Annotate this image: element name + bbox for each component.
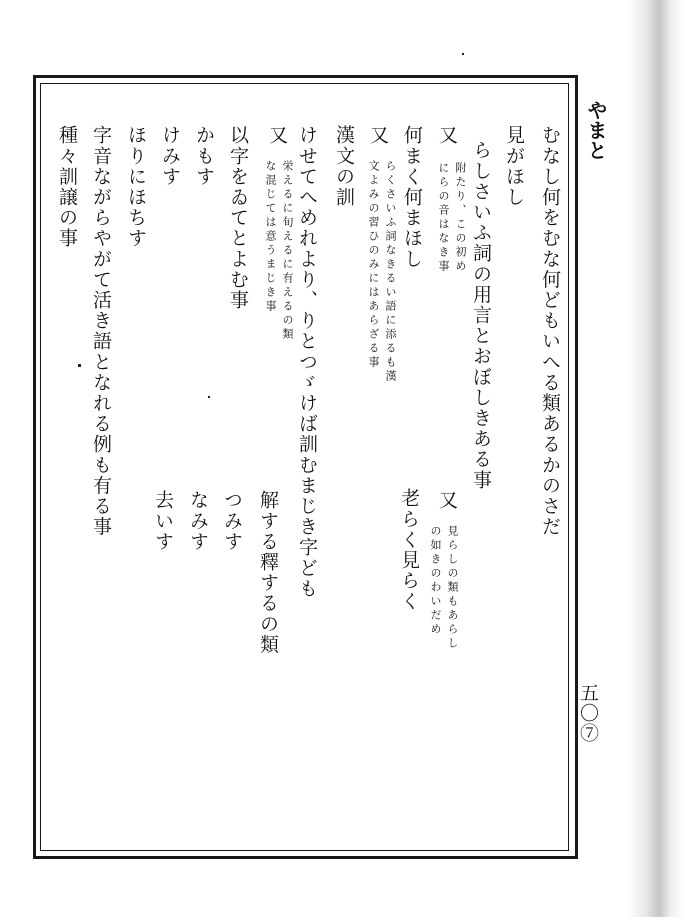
text-line-1: むなし何をむな何どもいへる類あるかのさだ (539, 125, 561, 537)
text-line-6: 又 (367, 125, 389, 146)
page-edge-shadow (628, 0, 685, 917)
scan-speck (78, 364, 81, 367)
text-line-m6: 去いす (152, 490, 174, 552)
note-9a: 栄えるに旬えるに有えるの類 (281, 160, 294, 342)
scan-speck (462, 53, 464, 55)
text-line-m2: 老らく見らく (398, 488, 420, 612)
note-4a: 附たり、この初め (454, 162, 467, 274)
text-line-2: 見がほし (503, 125, 525, 208)
text-line-13: ほりにほちす (125, 125, 147, 249)
text-line-m3: 解する釋するの類 (257, 490, 279, 655)
text-line-7: 漢文の訓 (333, 125, 355, 208)
text-line-14: 字音ながらやがて活き語となれる例も有る事 (90, 125, 112, 537)
text-line-3: らしさいふ詞の用言とおぼしきある事 (470, 140, 492, 491)
text-line-4: 又 (436, 125, 458, 146)
note-m1a: 見らしの類もあらし (446, 525, 459, 651)
note-4b: にらの音はなき事 (437, 162, 450, 274)
note-6b: 文よみの習ひのみにはあらざる事 (367, 160, 380, 370)
text-line-12: けみす (159, 125, 181, 187)
scan-speck (208, 396, 210, 398)
text-line-10: 以字をゐてとよむ事 (227, 125, 249, 311)
page-number: 五〇⑦ (577, 683, 599, 743)
text-line-m1: 又 (436, 490, 458, 511)
text-line-11: かもす (193, 125, 215, 187)
text-line-5: 何まく何まほし (401, 125, 423, 270)
text-line-m4: つみす (221, 490, 243, 552)
text-line-15: 種々訓譲の事 (56, 125, 78, 249)
note-9b: な混じては意うまじき事 (264, 160, 277, 314)
text-line-8: けせてへめれより、りとつゞけば訓むまじき字ども (296, 125, 318, 599)
note-6a: らくさいふ詞なきるい語に添るも漢 (384, 160, 397, 384)
running-title: やまと (584, 100, 608, 160)
note-m1b: の如きのわいだめ (429, 525, 442, 637)
text-line-9: 又 (266, 125, 288, 146)
text-line-m5: なみす (187, 490, 209, 552)
